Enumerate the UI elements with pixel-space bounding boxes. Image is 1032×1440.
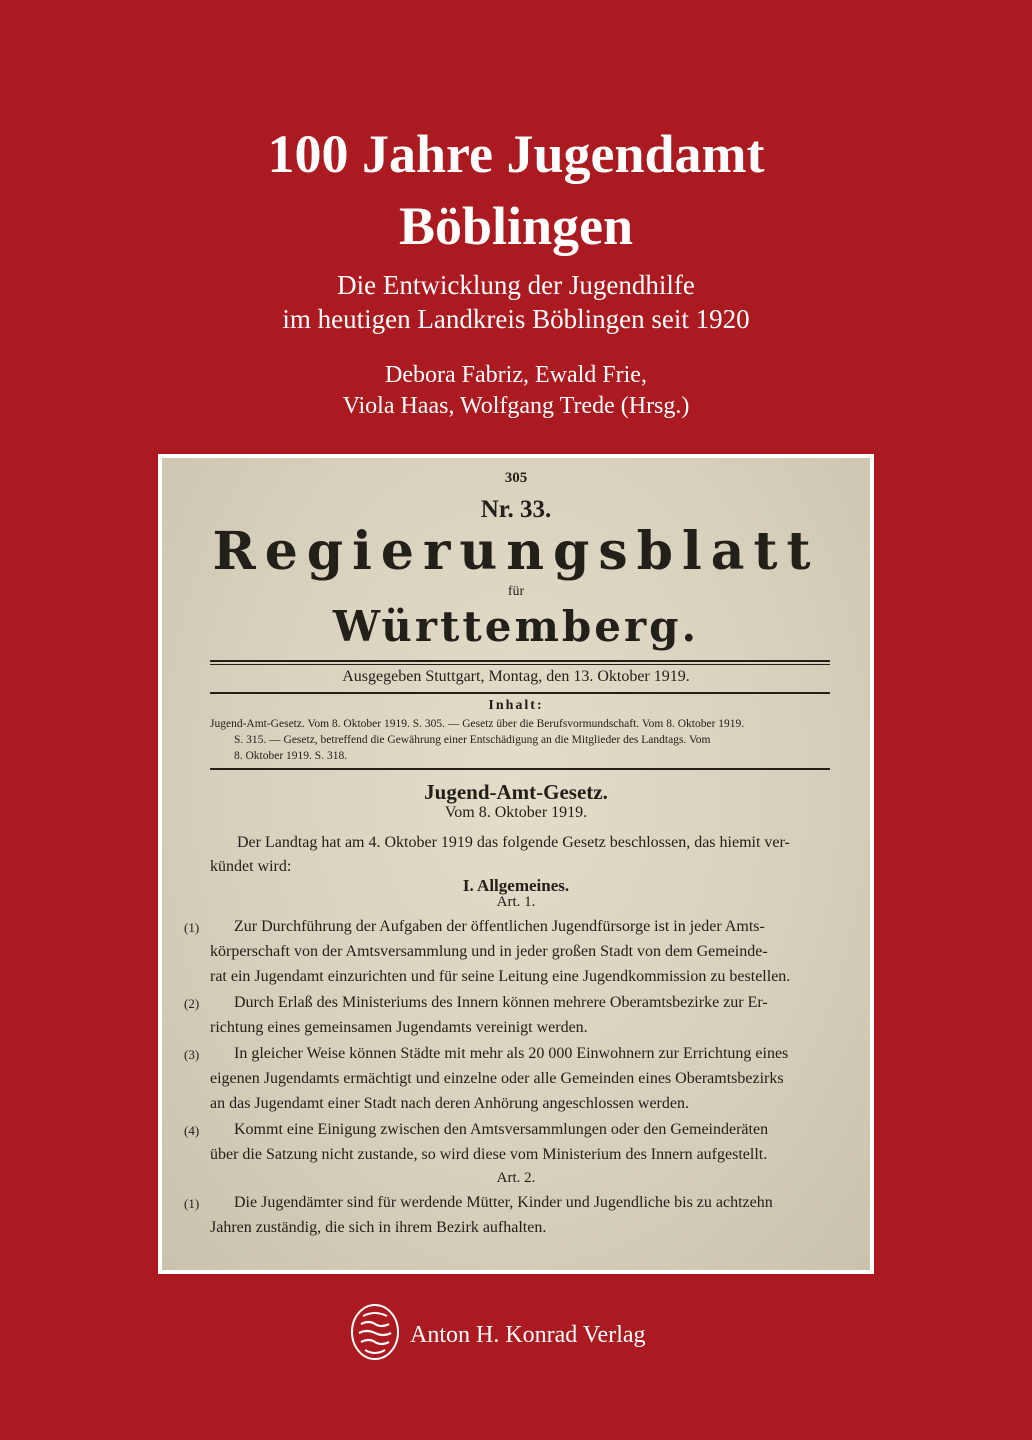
paragraph-number: (1) bbox=[184, 1196, 200, 1211]
publisher-seal-icon bbox=[349, 1302, 401, 1362]
editors-line-1: Debora Fabriz, Ewald Frie, bbox=[385, 362, 647, 388]
divider-rule bbox=[210, 692, 830, 694]
document-fuer: für bbox=[507, 584, 525, 599]
law-text-line: Durch Erlaß des Ministeriums des Innern können mehrere Oberamtsbezirke zur Er- bbox=[234, 994, 768, 1011]
law-text-line: körperschaft von der Amtsversammlung und in jeder großen Stadt von dem Gemeinde- bbox=[210, 943, 768, 960]
historical-document-scan bbox=[162, 458, 870, 1270]
subtitle-line-2: im heutigen Landkreis Böblingen seit 1920 bbox=[282, 304, 750, 334]
law-text-line: über die Satzung nicht zustande, so wird diese vom Ministerium des Innern aufgestellt. bbox=[210, 1146, 768, 1163]
document-contents-line: Jugend-Amt-Gesetz. Vom 8. Oktober 1919. S. 305. — Gesetz über die Berufsvormundschaft. Vom 8. Oktober 1919. bbox=[210, 718, 745, 730]
law-preamble-line: kündet wird: bbox=[210, 858, 292, 875]
publisher-name: Anton H. Konrad Verlag bbox=[410, 1322, 646, 1348]
law-text-line: In gleicher Weise können Städte mit mehr als 20 000 Einwohnern zur Errichtung eines bbox=[234, 1045, 789, 1062]
law-text-line: rat ein Jugendamt einzurichten und für seine Leitung eine Jugendkommission zu bestellen. bbox=[210, 968, 791, 985]
document-issued-line: Ausgegeben Stuttgart, Montag, den 13. Oktober 1919. bbox=[342, 668, 690, 685]
document-contents-line: 8. Oktober 1919. S. 318. bbox=[234, 750, 348, 762]
divider-rule bbox=[210, 660, 830, 662]
law-text-line: an das Jugendamt einer Stadt nach deren Anhörung angeschlossen werden. bbox=[210, 1095, 689, 1112]
document-page-number: 305 bbox=[504, 470, 528, 486]
subtitle-line-1: Die Entwicklung der Jugendhilfe bbox=[337, 270, 695, 300]
book-title-line-2: Böblingen bbox=[398, 196, 634, 256]
historical-document-frame bbox=[158, 454, 874, 1274]
law-text-line: Jahren zuständig, die sich in ihrem Bezirk aufhalten. bbox=[210, 1219, 547, 1236]
document-issue-number: Nr. 33. bbox=[480, 496, 552, 523]
editors-line-2: Viola Haas, Wolfgang Trede (Hrsg.) bbox=[342, 393, 690, 419]
paragraph-number: (1) bbox=[184, 920, 200, 935]
law-date: Vom 8. Oktober 1919. bbox=[444, 804, 588, 821]
law-text-line: Zur Durchführung der Aufgaben der öffentlichen Jugendfürsorge ist in jeder Amts- bbox=[234, 918, 765, 935]
paragraph-number: (3) bbox=[184, 1047, 200, 1062]
law-preamble-line: Der Landtag hat am 4. Oktober 1919 das folgende Gesetz beschlossen, das hiemit ver- bbox=[237, 834, 790, 851]
divider-rule bbox=[210, 768, 830, 770]
divider-rule bbox=[210, 664, 830, 665]
document-contents-line: S. 315. — Gesetz, betreffend die Gewährung einer Entschädigung an die Mitglieder des Landtags. Vom bbox=[234, 734, 711, 746]
book-title-line-1: 100 Jahre Jugendamt bbox=[267, 124, 765, 184]
law-text-line: Die Jugendämter sind für werdende Mütter, Kinder und Jugendliche bis zu achtzehn bbox=[234, 1194, 773, 1211]
law-text-line: richtung eines gemeinsamen Jugendamts vereinigt werden. bbox=[210, 1019, 588, 1036]
law-title: Jugend-Amt-Gesetz. bbox=[424, 780, 608, 804]
paragraph-number: (4) bbox=[184, 1123, 200, 1138]
law-text-line: Kommt eine Einigung zwischen den Amtsversammlungen oder den Gemeinderäten bbox=[234, 1121, 769, 1138]
section-heading: I. Allgemeines. bbox=[462, 876, 570, 895]
article-heading: Art. 1. bbox=[496, 894, 536, 910]
document-contents-heading: Inhalt: bbox=[488, 698, 544, 713]
document-region: Württemberg. bbox=[332, 602, 700, 651]
document-masthead: Regierungsblatt bbox=[212, 521, 820, 582]
law-text-line: eigenen Jugendamts ermächtigt und einzelne oder alle Gemeinden eines Oberamtsbezirks bbox=[210, 1070, 784, 1087]
article-heading: Art. 2. bbox=[496, 1170, 536, 1186]
paragraph-number: (2) bbox=[184, 996, 200, 1011]
